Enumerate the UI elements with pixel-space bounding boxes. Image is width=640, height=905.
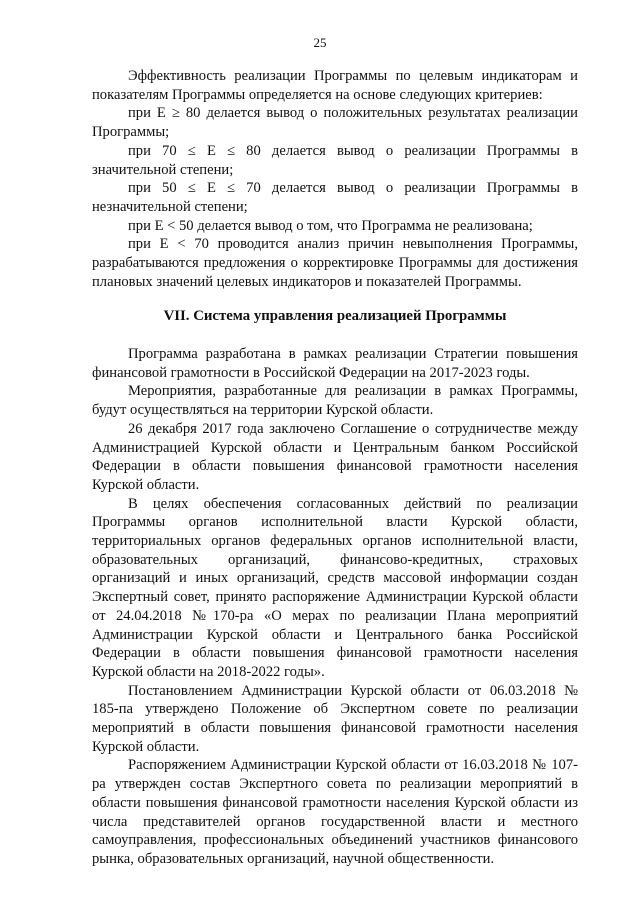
page-number: 25 bbox=[313, 35, 327, 50]
criterion-not-implemented: при E < 50 делается вывод о том, что Программа не реализована; bbox=[128, 217, 533, 234]
paragraph-expert-council: В целях обеспечения согласованных действий по реализации Программы органов исполнительной власти Курской области, территориальных органов федеральных органов исполнительной власти, образовательных организаций, финансово-кредитных, страховых организаций и иных организаций, средств массовой информации создан Экспертный совет, принято распоряжение Администрации Курской области от 24.04.2018 №170-ра «О мерах по реализации Плана мероприятий Администрации Курской области и Центрального банка Российской Федерации в области повышения финансовой грамотности населения Курской области на 2018-2022 годы». bbox=[92, 495, 578, 680]
section-body bbox=[92, 345, 578, 869]
section-heading: VII. Система управления реализацией Программы bbox=[163, 308, 507, 324]
paragraph-territory: Мероприятия, разработанные для реализации в рамках Программы, будут осуществляться на территории Курской области. bbox=[92, 383, 578, 419]
criterion-insignificant: при 50 ≤ E ≤ 70 делается вывод о реализации Программы в незначительной степени; bbox=[92, 180, 578, 215]
criterion-positive: при E ≥ 80 делается вывод о положительных результатах реализации Программы; bbox=[92, 105, 578, 141]
criteria-block bbox=[92, 67, 578, 291]
criteria-intro: Эффективность реализации Программы по целевым индикаторам и показателям Программы определяется на основе следующих критериев: bbox=[92, 68, 578, 103]
criterion-significant: при 70 ≤ E ≤ 80 делается вывод о реализации Программы в значительной степени; bbox=[92, 142, 578, 178]
paragraph-agreement: 26 декабря 2017 года заключено Соглашение о сотрудничестве между Администрацией Курской области и Центральным банком Российской Федерации в области повышения финансовой грамотности населения Курской области. bbox=[92, 420, 578, 493]
paragraph-strategy: Программа разработана в рамках реализации Стратегии повышения финансовой грамотности в Российской Федерации на 2017-2023 годы. bbox=[92, 346, 578, 381]
criterion-analysis: при E < 70 проводится анализ причин невыполнения Программы, разрабатываются предложения о корректировке Программы для достижения плановых значений целевых индикаторов и показателей Программы. bbox=[92, 236, 578, 290]
paragraph-resolution: Постановлением Администрации Курской области от 06.03.2018 № 185-па утверждено Положение об Экспертном совете по реализации мероприятий в области повышения финансовой грамотности населения Курской области. bbox=[92, 682, 578, 755]
paragraph-order: Распоряжением Администрации Курской области от 16.03.2018 № 107-ра утвержден состав Экспертного совета по реализации мероприятий в области повышения финансовой грамотности населения Курской области из числа представителей органов государственной власти и местного самоуправления, профессиональных объединений участников финансового рынка, образовательных организаций, научной общественности. bbox=[92, 757, 578, 867]
